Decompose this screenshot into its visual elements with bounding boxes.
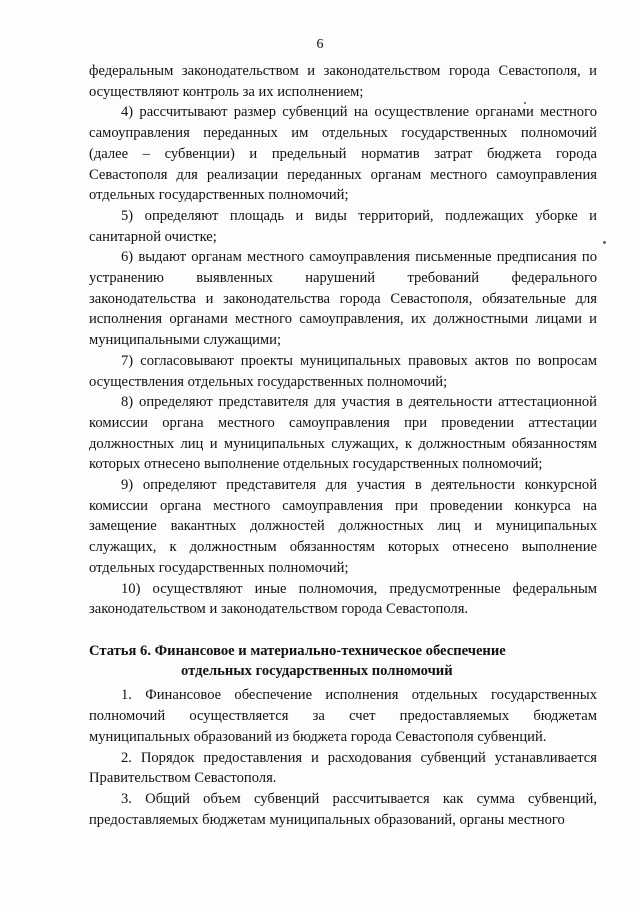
text-line: санитарной очистке; — [89, 228, 217, 245]
paragraph-p8 — [89, 392, 597, 475]
enumerated-list — [89, 61, 597, 620]
paragraph-cont — [89, 61, 597, 102]
scan-speck — [603, 241, 606, 244]
scan-speck — [524, 102, 526, 104]
page-number: 6 — [316, 37, 324, 52]
article-body — [89, 685, 597, 830]
document-body — [89, 61, 597, 830]
paragraph-p7 — [89, 351, 597, 392]
paragraph-p4 — [89, 102, 597, 206]
paragraph-a1 — [89, 685, 597, 747]
text-line: 6) выдают органам местного самоуправления письменные предписания по — [121, 249, 597, 266]
text-line: осуществляют контроль за их исполнением; — [89, 83, 364, 100]
text-line: 10) осуществляют иные полномочия, предусмотренные федеральным — [121, 580, 597, 597]
text-line: муниципальных образований из бюджета города Севастополя субвенций. — [89, 728, 547, 745]
text-line: осуществления отдельных государственных полномочий; — [89, 373, 448, 390]
article-heading-line-1: Статья 6. Финансовое и материально-техническое обеспечение — [89, 642, 506, 659]
text-line: 7) согласовывают проекты муниципальных правовых актов по вопросам — [121, 352, 597, 369]
paragraph-a2 — [89, 748, 597, 789]
text-line: 9) определяют представителя для участия в деятельности конкурсной — [121, 477, 597, 494]
text-line: законодательством и законодательством города Севастополя. — [89, 601, 469, 618]
text-line: 3. Общий объем субвенций рассчитывается как сумма субвенций, — [121, 790, 597, 807]
paragraph-p10 — [89, 579, 597, 620]
text-line: 2. Порядок предоставления и расходования субвенций устанавливается — [121, 749, 597, 766]
text-line: исполнения органами местного самоуправления, их должностными лицами и — [89, 311, 597, 328]
text-line: федеральным законодательством и законодательством города Севастополя, и — [89, 63, 597, 79]
text-line: служащих, к должностным обязанностям которых отнесено выполнение — [89, 539, 597, 556]
text-line: комиссии органа местного самоуправления при проведении конкурса на — [89, 497, 597, 514]
text-line: должностных лиц и муниципальных служащих, к должностным обязанностям — [89, 435, 597, 452]
text-line: Правительством Севастополя. — [89, 770, 277, 787]
text-line: 8) определяют представителя для участия в деятельности аттестационной — [121, 394, 597, 411]
text-line: которых отнесено выполнение отдельных государственных полномочий; — [89, 456, 543, 473]
paragraph-p5 — [89, 206, 597, 247]
text-line: предоставляемых бюджетам муниципальных образований, органы местного — [89, 811, 565, 828]
paragraph-a3 — [89, 789, 597, 830]
article-heading-line-2: отдельных государственных полномочий — [181, 663, 453, 680]
text-line: Севастополя для реализации переданных органам местного самоуправления — [89, 166, 597, 183]
text-line: комиссии органа местного самоуправления при проведении аттестации — [89, 414, 597, 431]
text-line: полномочий осуществляется за счет предоставляемых бюджетам — [89, 708, 597, 725]
text-line: 1. Финансовое обеспечение исполнения отдельных государственных — [121, 687, 597, 704]
article-heading — [89, 641, 597, 681]
text-line: муниципальными служащими; — [89, 332, 282, 349]
text-line: 4) рассчитывают размер субвенций на осуществление органами местного — [121, 104, 597, 121]
paragraph-p6 — [89, 247, 597, 351]
text-line: отдельных государственных полномочий; — [89, 559, 349, 576]
text-line: самоуправления переданных им отдельных государственных полномочий — [89, 125, 597, 142]
text-line: (далее – субвенции) и предельный норматив затрат бюджета города — [89, 145, 597, 162]
text-line: замещение вакантных должностей должностных лиц и муниципальных — [89, 518, 597, 535]
text-line: отдельных государственных полномочий; — [89, 187, 349, 204]
text-line: 5) определяют площадь и виды территорий, подлежащих уборке и — [121, 207, 597, 224]
text-line: законодательства и законодательства города Севастополя, обязательные для — [89, 290, 597, 307]
text-line: устранению выявленных нарушений требований федерального — [89, 270, 597, 287]
paragraph-p9 — [89, 475, 597, 579]
